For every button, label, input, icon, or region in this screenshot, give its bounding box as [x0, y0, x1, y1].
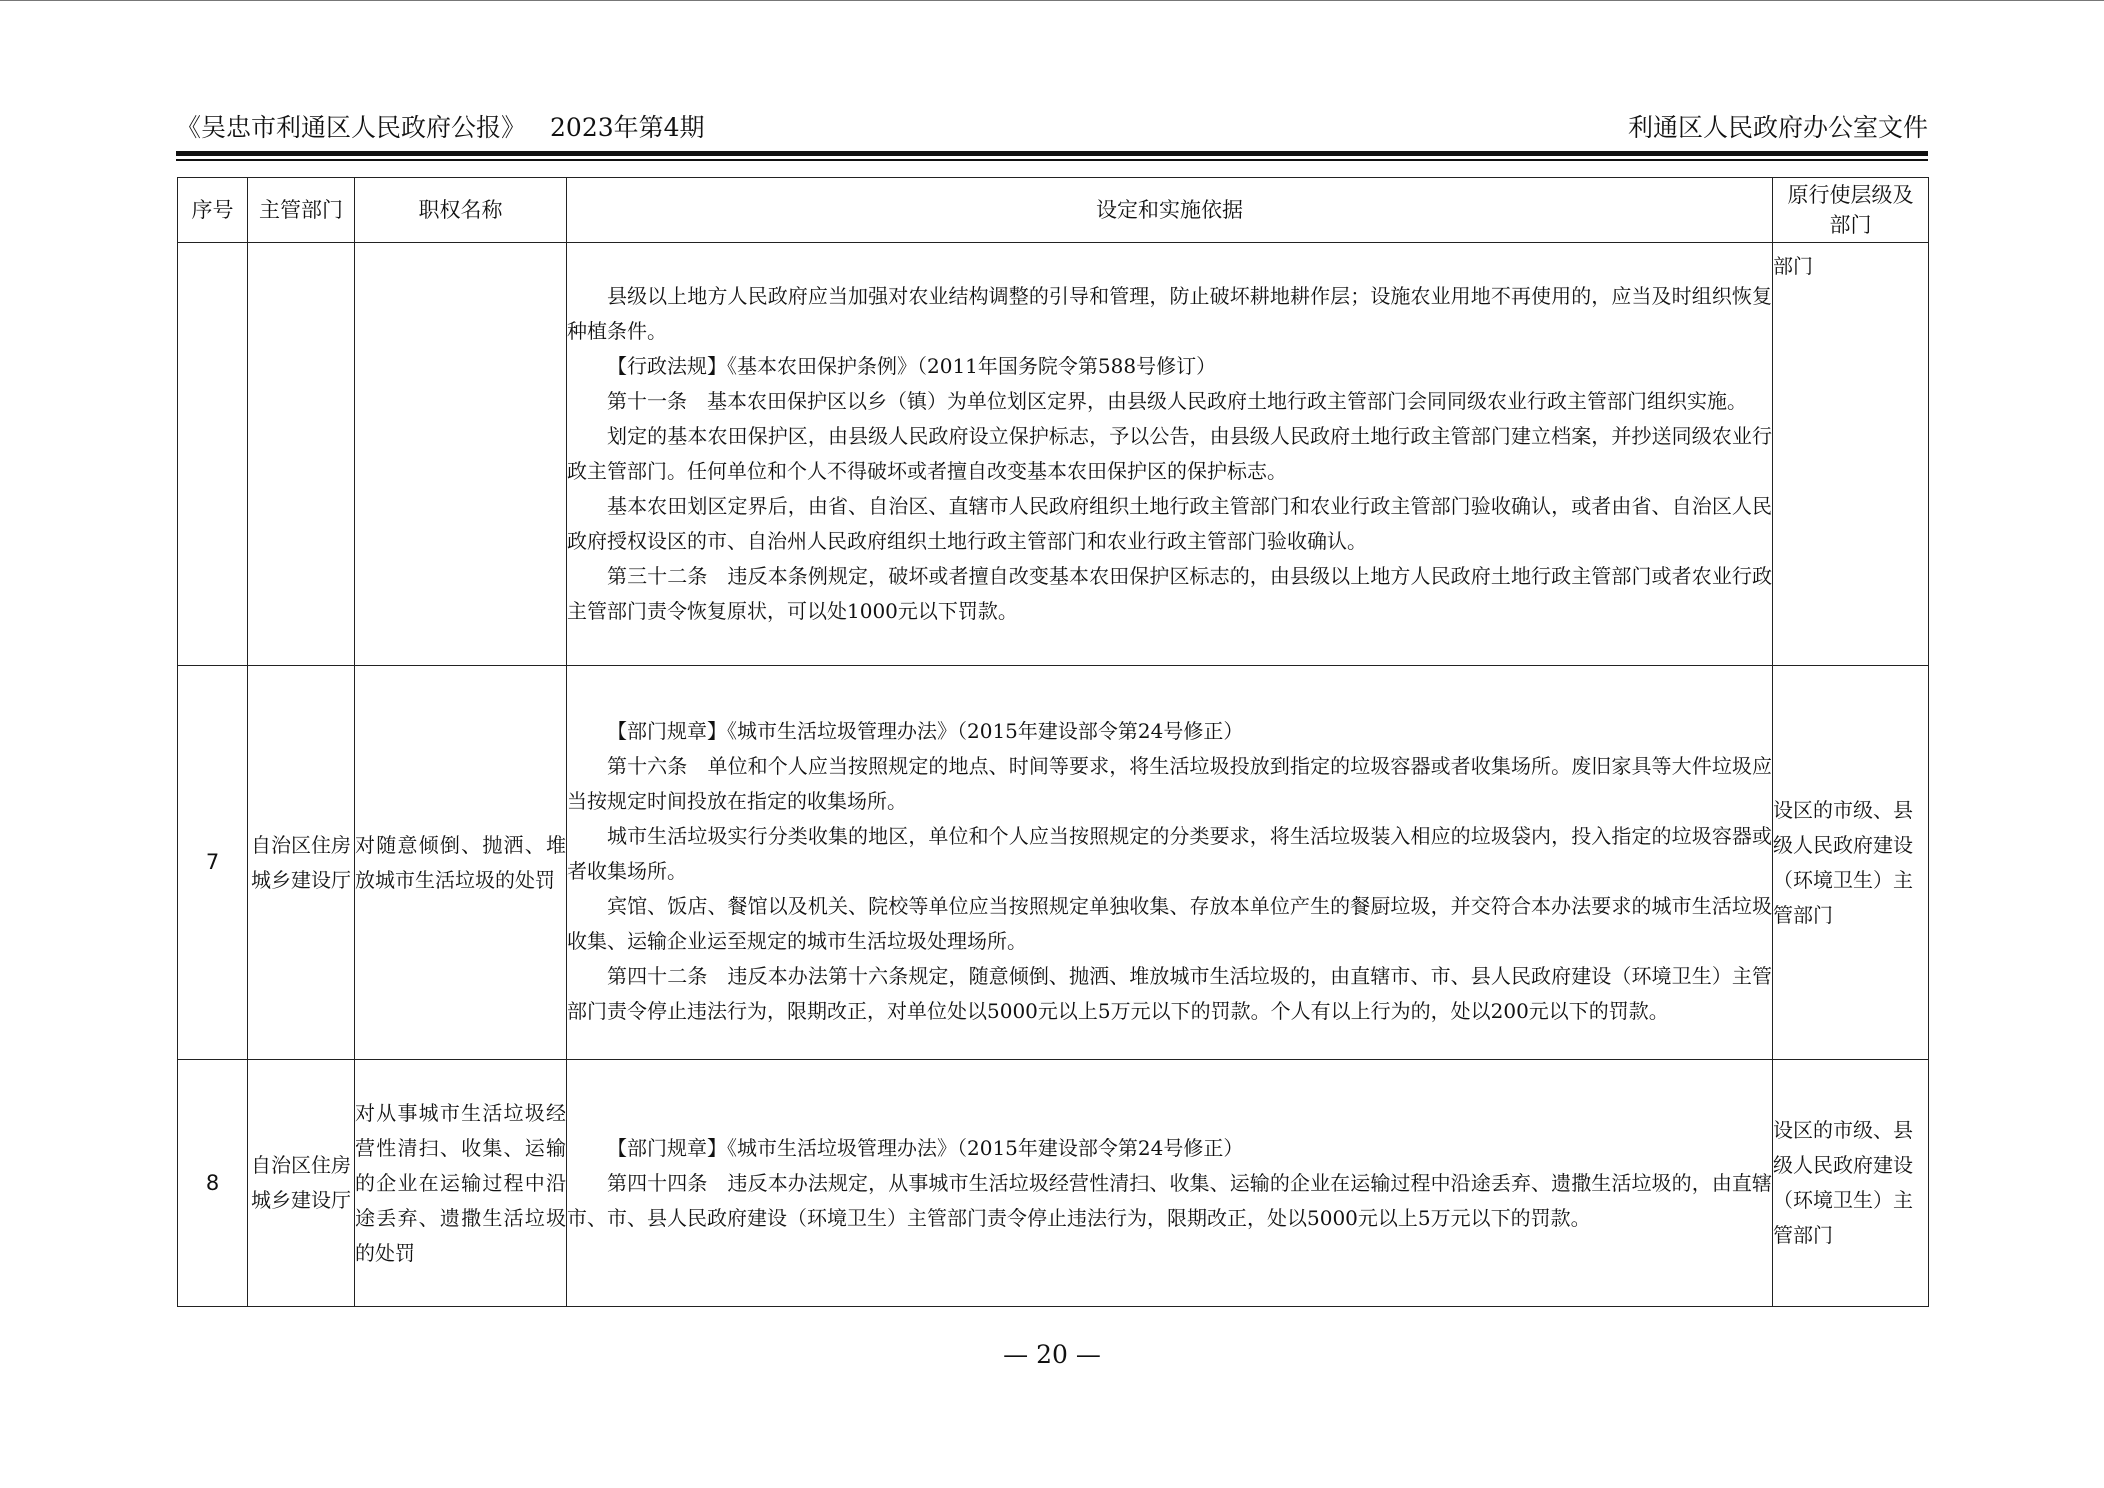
- level-cell: 设区的市级、县级人民政府建设（环境卫生）主管部门: [1773, 1060, 1929, 1307]
- issue-label: 2023年第4期: [550, 113, 705, 142]
- table-row: [178, 243, 1929, 666]
- basis-paragraph: 城市生活垃圾实行分类收集的地区，单位和个人应当按照规定的分类要求，将生活垃圾装入相应的垃圾袋内，投入指定的垃圾容器或者收集场所。: [567, 824, 1772, 883]
- column-header-seq: 序号: [178, 178, 248, 243]
- basis-paragraph: 第十一条 基本农田保护区以乡（镇）为单位划区定界，由县级人民政府土地行政主管部门会同同级农业行政主管部门组织实施。: [607, 389, 1747, 413]
- basis-paragraph: 第十六条 单位和个人应当按照规定的地点、时间等要求，将生活垃圾投放到指定的垃圾容器或者收集场所。废旧家具等大件垃圾应当按规定时间投放在指定的收集场所。: [567, 754, 1772, 813]
- header-rule-thick: [176, 151, 1928, 156]
- power-cell: 对随意倾倒、抛洒、堆放城市生活垃圾的处罚: [355, 666, 567, 1060]
- power-cell: 对从事城市生活垃圾经营性清扫、收集、运输的企业在运输过程中沿途丢弃、遗撒生活垃圾的处罚: [355, 1060, 567, 1307]
- seq-cell: 7: [178, 666, 248, 1060]
- basis-cell: [567, 243, 1773, 666]
- page-top-border: [0, 0, 2104, 1]
- column-header-power: 职权名称: [355, 178, 567, 243]
- publication-title: 《吴忠市利通区人民政府公报》: [176, 113, 527, 142]
- column-header-level: 原行使层级及部门: [1773, 178, 1929, 243]
- table-row: [178, 666, 1929, 1060]
- basis-paragraph: 基本农田划区定界后，由省、自治区、直辖市人民政府组织土地行政主管部门和农业行政主管部门验收确认，或者由省、自治区人民政府授权设区的市、自治州人民政府组织土地行政主管部门和农业行政主管部门验收确认。: [567, 494, 1772, 553]
- basis-paragraph: 第三十二条 违反本条例规定，破坏或者擅自改变基本农田保护区标志的，由县级以上地方人民政府土地行政主管部门或者农业行政主管部门责令恢复原状，可以处1000元以下罚款。: [567, 564, 1772, 623]
- header-right-title: 利通区人民政府办公室文件: [1627, 113, 1928, 142]
- powers-table: [177, 177, 1929, 1307]
- basis-paragraph: 宾馆、饭店、餐馆以及机关、院校等单位应当按照规定单独收集、存放本单位产生的餐厨垃圾，并交符合本办法要求的城市生活垃圾收集、运输企业运至规定的城市生活垃圾处理场所。: [567, 894, 1772, 953]
- basis-paragraph: 第四十二条 违反本办法第十六条规定，随意倾倒、抛洒、堆放城市生活垃圾的，由直辖市、市、县人民政府建设（环境卫生）主管部门责令停止违法行为，限期改正，对单位处以5000元以上5万元以下的罚款。个人有以上行为的，处以200元以下的罚款。: [567, 964, 1772, 1023]
- level-cell: 部门: [1773, 243, 1929, 666]
- power-cell: [355, 243, 567, 666]
- page-header: [176, 108, 1928, 148]
- basis-cell: [567, 666, 1773, 1060]
- basis-paragraph: 【部门规章】《城市生活垃圾管理办法》（2015年建设部令第24号修正）: [607, 719, 1244, 743]
- column-header-dept: 主管部门: [248, 178, 355, 243]
- basis-paragraph: 第四十四条 违反本办法规定，从事城市生活垃圾经营性清扫、收集、运输的企业在运输过程中沿途丢弃、遗撒生活垃圾的，由直辖市、市、县人民政府建设（环境卫生）主管部门责令停止违法行为，限期改正，处以5000元以上5万元以下的罚款。: [567, 1170, 1772, 1230]
- page-number: — 20 —: [1003, 1340, 1101, 1369]
- header-left: [176, 108, 705, 144]
- table-header-row: [178, 178, 1929, 243]
- seq-cell: [178, 243, 248, 666]
- basis-paragraph: 县级以上地方人民政府应当加强对农业结构调整的引导和管理，防止破坏耕地耕作层；设施农业用地不再使用的，应当及时组织恢复种植条件。: [567, 284, 1772, 343]
- dept-cell: [248, 243, 355, 666]
- seq-cell: 8: [178, 1060, 248, 1307]
- column-header-basis: 设定和实施依据: [567, 178, 1773, 243]
- dept-cell: 自治区住房城乡建设厅: [248, 666, 355, 1060]
- header-rule-thin: [176, 159, 1928, 161]
- basis-paragraph: 【行政法规】《基本农田保护条例》（2011年国务院令第588号修订）: [607, 354, 1217, 378]
- table-row: [178, 1060, 1929, 1307]
- dept-cell: 自治区住房城乡建设厅: [248, 1060, 355, 1307]
- basis-cell: [567, 1060, 1773, 1307]
- basis-paragraph: 划定的基本农田保护区，由县级人民政府设立保护标志，予以公告，由县级人民政府土地行政主管部门建立档案，并抄送同级农业行政主管部门。任何单位和个人不得破坏或者擅自改变基本农田保护区的保护标志。: [567, 424, 1772, 483]
- level-cell: 设区的市级、县级人民政府建设（环境卫生）主管部门: [1773, 666, 1929, 1060]
- basis-paragraph: 【部门规章】《城市生活垃圾管理办法》（2015年建设部令第24号修正）: [607, 1135, 1244, 1160]
